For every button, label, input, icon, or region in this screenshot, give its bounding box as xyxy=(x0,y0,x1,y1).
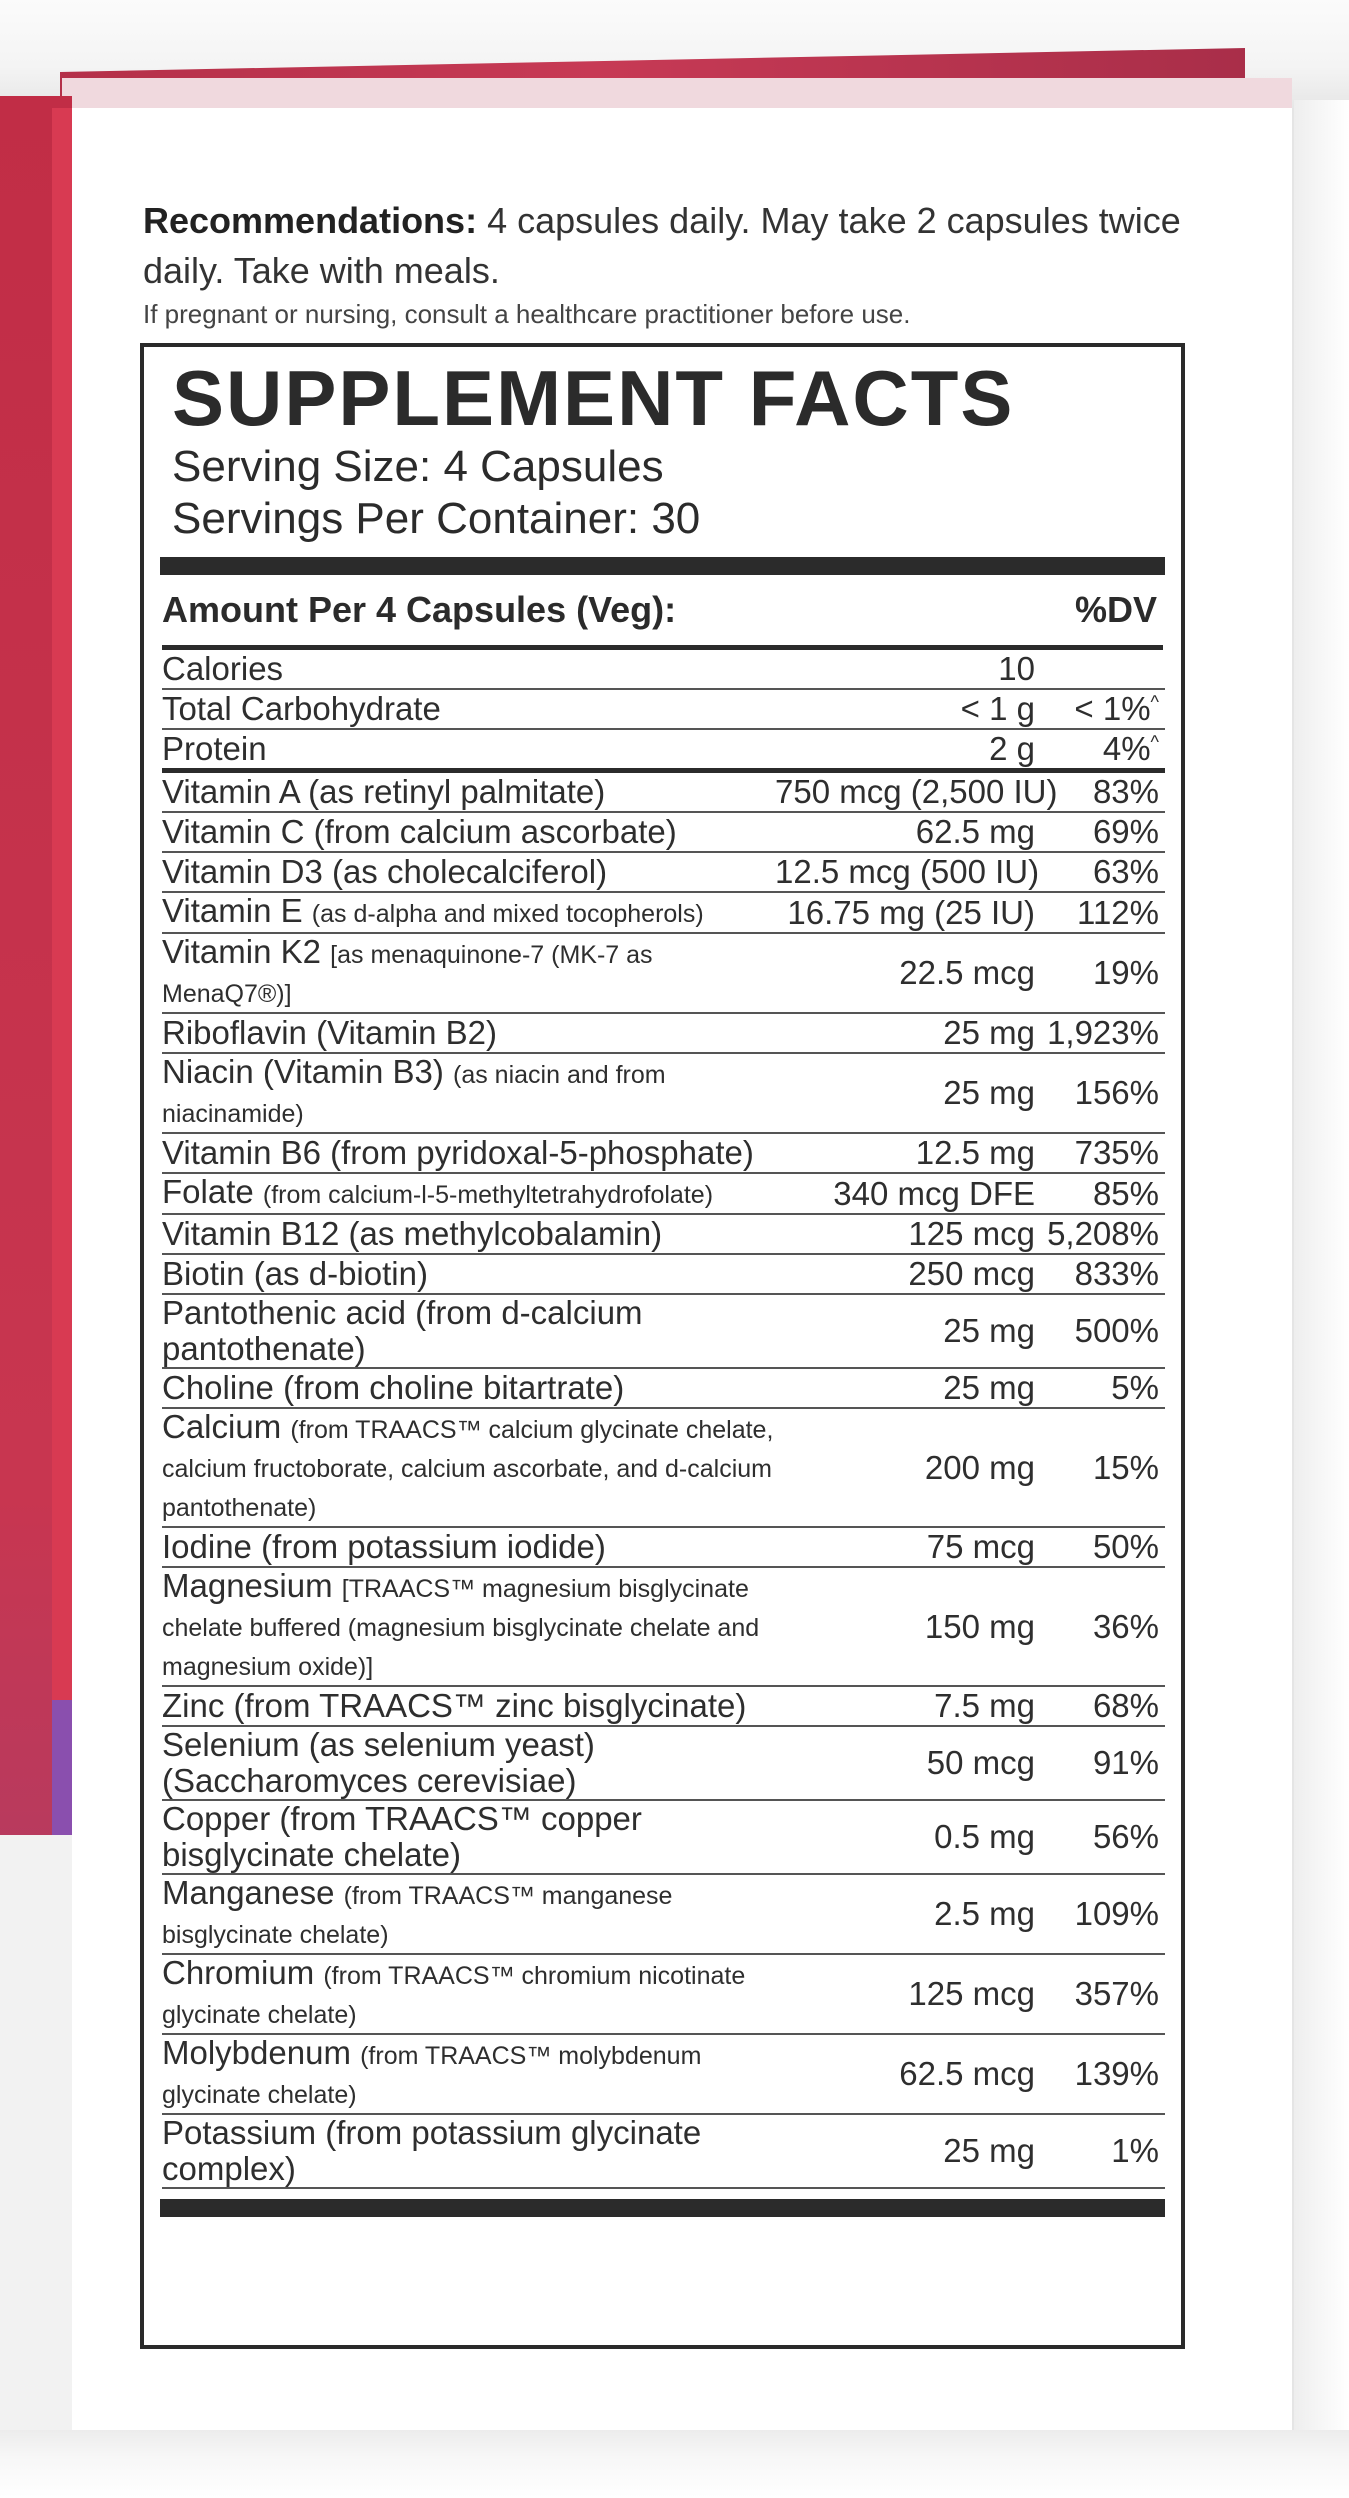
nutrient-row xyxy=(162,690,1165,730)
nutrient-name xyxy=(162,1688,775,1724)
recommendations xyxy=(143,196,1183,296)
nutrient-name-main: Selenium (as selenium yeast)(Saccharomyces cerevisiae) xyxy=(162,1726,595,1799)
nutrient-row xyxy=(162,1134,1165,1174)
nutrient-dv xyxy=(1039,1528,1165,1566)
nutrient-amount: 250 mcg xyxy=(908,1255,1035,1292)
nutrient-row xyxy=(162,1255,1165,1295)
nutrient-row xyxy=(162,773,1165,813)
nutrient-amount: 125 mcg xyxy=(908,1215,1035,1252)
package-red-band xyxy=(52,108,72,1700)
nutrient-name-main: Molybdenum xyxy=(162,2034,361,2071)
nutrient-amount: 25 mg xyxy=(943,1312,1035,1349)
nutrient-name xyxy=(162,893,775,932)
nutrient-dv-value: 50% xyxy=(1092,1528,1159,1565)
nutrient-name xyxy=(162,1568,775,1685)
nutrient-dv-value: 156% xyxy=(1074,1074,1159,1111)
nutrient-dv xyxy=(1039,1134,1165,1172)
nutrient-dv-value: 69% xyxy=(1092,813,1159,850)
nutrient-dv xyxy=(1039,1449,1165,1487)
nutrient-rows xyxy=(162,773,1163,2189)
nutrient-name-main: Niacin (Vitamin B3) xyxy=(162,1053,453,1090)
nutrient-amount: 10 xyxy=(998,650,1035,687)
nutrient-row xyxy=(162,730,1165,773)
nutrient-name-detail: (from TRAACS™ chromium nicotinate glycinate chelate) xyxy=(162,1962,746,2029)
nutrient-dv-value: 91% xyxy=(1092,1744,1159,1781)
nutrient-name xyxy=(162,1875,775,1953)
nutrient-name xyxy=(162,1216,775,1252)
nutrient-row xyxy=(162,650,1165,690)
nutrient-dv xyxy=(1039,730,1165,768)
nutrient-name-main: Chromium xyxy=(162,1954,324,1991)
nutrient-name-main: Vitamin D3 (as cholecalciferol) xyxy=(162,853,608,890)
nutrient-dv xyxy=(1039,853,1165,891)
nutrient-name xyxy=(162,2115,775,2187)
nutrient-name-main: Folate xyxy=(162,1173,263,1210)
nutrient-dv xyxy=(1039,1014,1165,1052)
nutrient-name xyxy=(162,934,775,1012)
nutrient-dv-value: < 1% xyxy=(1074,690,1151,727)
nutrient-name xyxy=(162,1409,775,1526)
facts-title: SUPPLEMENT FACTS xyxy=(172,354,1015,442)
nutrient-dv xyxy=(1039,690,1165,728)
macro-rows xyxy=(162,650,1163,773)
nutrient-name-detail: [as menaquinone-7 (MK-7 as MenaQ7®)] xyxy=(162,941,653,1008)
nutrient-name xyxy=(162,774,775,810)
nutrient-dv xyxy=(1039,954,1165,992)
nutrient-name-main: Biotin (as d-biotin) xyxy=(162,1255,428,1292)
nutrient-amount: 750 mcg (2,500 IU) xyxy=(775,773,1058,810)
nutrient-amount: 340 mcg DFE xyxy=(833,1174,1035,1212)
nutrient-dv xyxy=(1039,813,1165,851)
nutrient-name xyxy=(162,1529,775,1565)
nutrient-name-main: Manganese xyxy=(162,1874,344,1911)
nutrient-amount: 150 mg xyxy=(924,1607,1035,1645)
nutrient-name-detail: [TRAACS™ magnesium bisglycinate chelate buffered (magnesium bisglycinate chelate and magnesium oxide)] xyxy=(162,1575,760,1681)
nutrient-amount: 25 mg xyxy=(943,2132,1035,2169)
nutrient-row xyxy=(162,934,1165,1014)
nutrient-name xyxy=(162,731,775,767)
nutrient-dv-value: 109% xyxy=(1074,1895,1159,1932)
nutrient-dv xyxy=(1039,1175,1165,1213)
nutrient-amount: 75 mcg xyxy=(926,1528,1035,1565)
amount-header: Amount Per 4 Capsules (Veg): xyxy=(162,589,677,630)
nutrient-name-main: Vitamin K2 xyxy=(162,933,331,970)
bottom-divider xyxy=(160,2199,1165,2217)
nutrient-row xyxy=(162,1727,1165,1801)
nutrient-dv-value: 56% xyxy=(1092,1818,1159,1855)
nutrient-amount: 25 mg xyxy=(943,1074,1035,1111)
nutrient-dv xyxy=(1039,1215,1165,1253)
servings-per-container: Servings Per Container: 30 xyxy=(172,494,701,543)
nutrient-name xyxy=(162,1295,775,1367)
nutrient-name xyxy=(162,1174,775,1213)
nutrient-name-main: Vitamin C (from calcium ascorbate) xyxy=(162,813,677,850)
nutrient-row xyxy=(162,1369,1165,1409)
dv-header: %DV xyxy=(1074,589,1157,630)
dv-footnote-mark: ^ xyxy=(1150,732,1159,752)
nutrient-dv xyxy=(1039,894,1165,932)
nutrient-dv xyxy=(1039,2055,1165,2093)
nutrient-dv-value: 19% xyxy=(1092,954,1159,991)
nutrient-row xyxy=(162,1054,1165,1134)
serving-size: Serving Size: 4 Capsules xyxy=(172,442,664,491)
nutrient-amount: 7.5 mg xyxy=(934,1687,1035,1724)
nutrient-row xyxy=(162,1215,1165,1255)
recommendations-label: Recommendations: xyxy=(143,200,478,241)
nutrient-name-main: Vitamin A (as retinyl palmitate) xyxy=(162,773,606,810)
nutrient-amount: 25 mg xyxy=(943,1014,1035,1051)
nutrient-name xyxy=(162,2035,775,2113)
nutrient-row xyxy=(162,853,1165,893)
nutrient-dv-value: 112% xyxy=(1077,893,1159,931)
nutrient-dv xyxy=(1039,1895,1165,1933)
nutrient-name-main: Vitamin B6 (from pyridoxal-5-phosphate) xyxy=(162,1134,754,1171)
nutrient-name-detail: (as niacin and from niacinamide) xyxy=(162,1061,666,1128)
nutrient-name-main: Riboflavin (Vitamin B2) xyxy=(162,1014,498,1051)
nutrient-name xyxy=(162,1955,775,2033)
nutrient-dv-value: 1,923% xyxy=(1047,1014,1159,1051)
nutrient-name xyxy=(162,691,775,727)
nutrient-name-main: Choline (from choline bitartrate) xyxy=(162,1369,625,1406)
nutrient-dv-value: 500% xyxy=(1074,1312,1159,1349)
nutrient-name xyxy=(162,1370,775,1406)
nutrient-amount: 12.5 mcg (500 IU) xyxy=(775,853,1040,890)
nutrient-name-main: Magnesium xyxy=(162,1567,342,1604)
nutrient-dv xyxy=(1039,1255,1165,1293)
nutrient-amount: 25 mg xyxy=(943,1369,1035,1406)
nutrient-amount: 0.5 mg xyxy=(934,1818,1035,1855)
nutrient-name-detail: (from TRAACS™ calcium glycinate chelate, calcium fructoborate, calcium ascorbate, and d-calcium pantothenate) xyxy=(162,1416,774,1522)
nutrient-row xyxy=(162,1568,1165,1687)
nutrient-dv-value: 5% xyxy=(1111,1369,1159,1406)
nutrient-dv-value: 1% xyxy=(1111,2132,1159,2169)
package-left-side-lower xyxy=(0,1835,72,2435)
nutrient-dv xyxy=(1039,1369,1165,1407)
nutrient-name-detail: (from TRAACS™ molybdenum glycinate chelate) xyxy=(162,2042,702,2109)
nutrient-dv xyxy=(1039,1687,1165,1725)
dv-footnote-mark: ^ xyxy=(1150,692,1159,712)
nutrient-name-main: Vitamin E xyxy=(162,892,312,929)
nutrient-name-main: Vitamin B12 (as methylcobalamin) xyxy=(162,1215,663,1252)
nutrient-name xyxy=(162,814,775,850)
nutrient-dv xyxy=(1039,1312,1165,1350)
nutrient-row xyxy=(162,2115,1165,2189)
nutrient-row xyxy=(162,1955,1165,2035)
nutrient-amount: 16.75 mg (25 IU) xyxy=(787,893,1035,931)
nutrient-dv xyxy=(1039,1608,1165,1646)
supplement-facts-panel xyxy=(140,343,1185,2349)
nutrient-dv xyxy=(1039,2132,1165,2170)
nutrient-name xyxy=(162,1727,775,1799)
nutrient-name-detail: (as d-alpha and mixed tocopherols) xyxy=(311,900,704,928)
nutrient-dv xyxy=(1039,1074,1165,1112)
nutrient-dv xyxy=(1039,1975,1165,2013)
nutrient-dv-value: 15% xyxy=(1092,1448,1159,1486)
nutrient-dv-value: 68% xyxy=(1092,1687,1159,1724)
nutrient-amount: 12.5 mg xyxy=(915,1134,1035,1171)
nutrient-amount: 62.5 mg xyxy=(915,813,1035,850)
nutrient-dv-value: 357% xyxy=(1074,1975,1159,2012)
nutrient-row xyxy=(162,1801,1165,1875)
package-bottom-edge xyxy=(0,2430,1349,2498)
nutrient-amount: 2 g xyxy=(989,730,1035,767)
nutrient-dv xyxy=(1039,773,1165,811)
nutrient-name-main: Total Carbohydrate xyxy=(162,690,441,727)
package-top-flap-highlight xyxy=(62,78,1292,110)
nutrient-row xyxy=(162,1875,1165,1955)
nutrient-name-main: Potassium (from potassium glycinate complex) xyxy=(162,2114,702,2187)
nutrient-dv-value: 4% xyxy=(1102,730,1151,767)
nutrient-amount: 22.5 mcg xyxy=(899,954,1035,991)
nutrient-row xyxy=(162,1528,1165,1568)
nutrient-dv-value: 83% xyxy=(1092,773,1159,810)
nutrient-name xyxy=(162,1054,775,1132)
nutrient-dv-value: 63% xyxy=(1092,853,1159,890)
nutrient-row xyxy=(162,813,1165,853)
nutrient-row xyxy=(162,1295,1165,1369)
package-purple-band xyxy=(52,1700,72,1835)
nutrient-name-main: Zinc (from TRAACS™ zinc bisglycinate) xyxy=(162,1687,747,1724)
nutrient-amount: 125 mcg xyxy=(908,1975,1035,2012)
nutrient-dv-value: 735% xyxy=(1074,1134,1159,1171)
nutrient-row xyxy=(162,1687,1165,1727)
nutrient-row xyxy=(162,1014,1165,1054)
nutrient-dv-value: 139% xyxy=(1074,2055,1159,2092)
nutrient-dv xyxy=(1039,1818,1165,1856)
nutrient-row xyxy=(162,893,1165,934)
nutrient-amount: < 1 g xyxy=(960,690,1035,727)
nutrient-amount: 200 mg xyxy=(924,1448,1035,1486)
nutrient-name xyxy=(162,1015,775,1051)
amount-header-row xyxy=(162,575,1163,650)
nutrient-name-detail: (from TRAACS™ manganese bisglycinate chelate) xyxy=(162,1882,673,1949)
nutrient-name-main: Iodine (from potassium iodide) xyxy=(162,1528,606,1565)
nutrient-dv xyxy=(1039,1744,1165,1782)
nutrient-name xyxy=(162,1801,775,1873)
nutrient-amount: 62.5 mcg xyxy=(899,2055,1035,2092)
nutrient-row xyxy=(162,1409,1165,1528)
nutrient-name xyxy=(162,1256,775,1292)
nutrient-row xyxy=(162,2035,1165,2115)
nutrient-amount: 50 mcg xyxy=(926,1744,1035,1781)
recommendations-text: 4 capsules daily. May take 2 capsules twice daily. Take with meals. xyxy=(143,200,1181,291)
nutrient-name-main: Copper (from TRAACS™ copper bisglycinate chelate) xyxy=(162,1800,642,1873)
thick-divider xyxy=(160,557,1165,575)
pregnancy-warning: If pregnant or nursing, consult a healthcare practitioner before use. xyxy=(143,299,911,329)
nutrient-name xyxy=(162,1135,775,1171)
nutrient-name-detail: (from calcium-l-5-methyltetrahydrofolate) xyxy=(262,1181,714,1209)
nutrient-name xyxy=(162,651,775,687)
nutrient-name-main: Pantothenic acid (from d-calcium pantothenate) xyxy=(162,1294,643,1367)
nutrient-name xyxy=(162,854,775,890)
nutrient-dv-value: 36% xyxy=(1092,1607,1159,1645)
nutrient-dv-value: 5,208% xyxy=(1047,1215,1159,1252)
nutrient-name-main: Protein xyxy=(162,730,267,767)
nutrient-row xyxy=(162,1174,1165,1215)
nutrient-amount: 2.5 mg xyxy=(934,1895,1035,1932)
nutrient-name-main: Calcium xyxy=(162,1408,291,1445)
nutrient-dv-value: 833% xyxy=(1074,1255,1159,1292)
nutrient-dv-value: 85% xyxy=(1092,1174,1159,1212)
nutrient-name-main: Calories xyxy=(162,650,284,687)
package-right-edge xyxy=(1294,100,1349,2440)
